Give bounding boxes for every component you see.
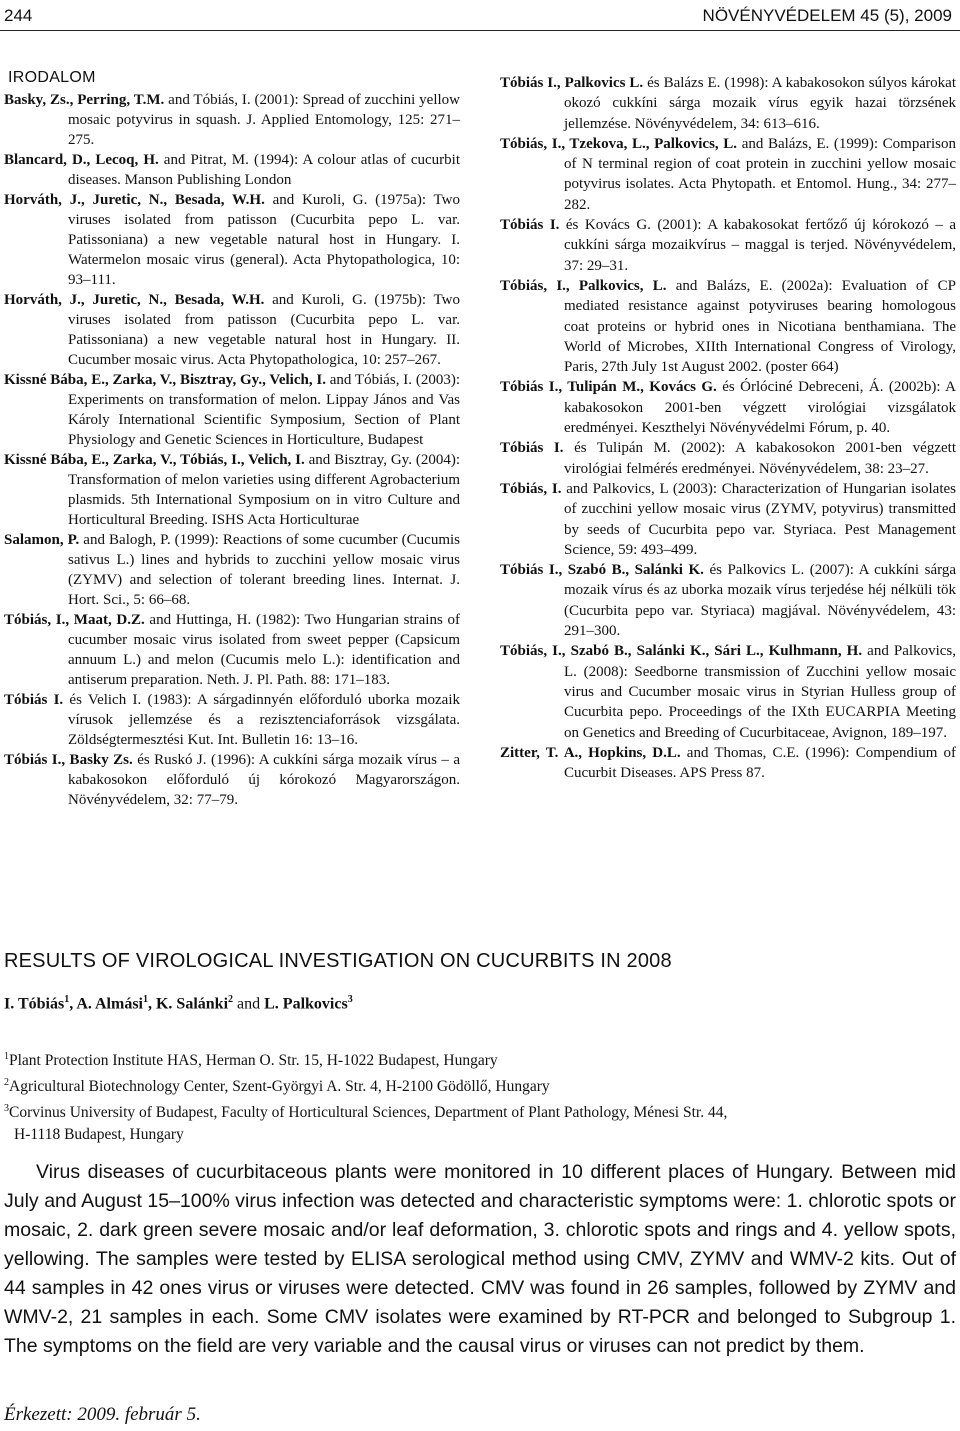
references-right-column	[500, 73, 956, 783]
header-rule	[0, 30, 960, 31]
affiliations	[4, 1046, 956, 1146]
reference-horvath-b	[4, 290, 460, 370]
reference-body: and Tóbiás, I. (2003): Experiments on transformation of melon. Lippay János and Vas Károly International Scientific Symposium, Section of Plant Physiology and Genetic Sciences in Horticulture, Budapest	[68, 372, 460, 448]
reference-body: and Balázs, E. (2002a): Evaluation of CP mediated resistance against potyviruses bearing homologous coat proteins or hybrid ones in Nicotiana benthamiana. The World of Microbes, XIIth International Congress of Virology, Paris, 27th July 1st August 2002. (poster 664)	[564, 277, 956, 376]
affiliation-line	[4, 1072, 956, 1098]
affiliation-number: 1	[4, 1051, 9, 1062]
reference-tobias-1982	[4, 610, 460, 690]
reference-body: and Kuroli, G. (1975b): Two viruses isolated from patisson (Cucurbita pepo L. var. Patissoniana) a new vegetable natural host in Hungary. II. Cucumber mosaic virus. Acta Phytopathologica, 10: 257–267.	[68, 292, 460, 368]
reference-authors: Tóbiás, I., Szabó B., Salánki K., Sári L., Kulhmann, H.	[500, 643, 863, 660]
reference-authors: Tóbiás I., Tulipán M., Kovács G.	[500, 379, 717, 396]
reference-tobias-1998	[500, 73, 956, 134]
references-left-column	[4, 68, 460, 810]
reference-kissne-b	[4, 450, 460, 530]
reference-authors: Kissné Bába, E., Zarka, V., Bisztray, Gy., Velich, I.	[4, 372, 326, 388]
reference-body: and Kuroli, G. (1975a): Two viruses isolated from patisson (Cucurbita pepo L. var. Patissoniana) a new vegetable natural host in Hungary. I. Watermelon mosaic virus (general). Acta Phytopathologica, 10: 93–111.	[68, 192, 460, 288]
reference-authors: Tóbiás I., Basky Zs.	[4, 752, 133, 768]
affiliation-text: H-1118 Budapest, Hungary	[14, 1126, 184, 1144]
reference-tobias-2002a	[500, 276, 956, 377]
reference-blancard	[4, 150, 460, 190]
abstract: Virus diseases of cucurbitaceous plants were monitored in 10 different places of Hungary. Between mid July and August 15–100% virus infection was detected and characteristic symptoms were: 1. chlorotic spots or mosaic, 2. dark green severe mosaic and/or leaf deformation, 3. chlorotic spots and rings and 4. yellow spots, yellowing. The samples were tested by ELISA serological method using CMV, ZYMV and WMV-2 kits. Out of 44 samples in 42 ones virus or viruses were detected. CMV was found in 26 samples, followed by ZYMV and WMV-2, 21 samples in each. Some CMV isolates were examined by RT-PCR and belonged to Subgroup 1. The symptoms on the field are very variable and the causal virus or viruses can not predict by them.	[4, 1161, 956, 1357]
reference-horvath-a	[4, 190, 460, 290]
reference-authors: Tóbiás I.	[500, 440, 564, 457]
reference-authors: Kissné Bába, E., Zarka, V., Tóbiás, I., Velich, I.	[4, 452, 305, 468]
reference-authors: Tóbiás, I.	[500, 480, 562, 497]
reference-authors: Tóbiás I.	[4, 692, 64, 708]
reference-authors: Tóbiás I., Szabó B., Salánki K.	[500, 562, 704, 579]
reference-salamon	[4, 530, 460, 610]
reference-authors: Horváth, J., Juretic, N., Besada, W.H.	[4, 192, 265, 208]
reference-body: és Órlóciné Debreceni, Á. (2002b): A kabakosokon 2001-ben végzett virológiai vizsgálatok eredményei. Keszthelyi Növényvédelmi Fórum, p. 40.	[564, 379, 956, 437]
reference-body: és Tulipán M. (2002): A kabakosokon 2001-ben végzett virológiai felmérés eredményei. Növényvédelem, 38: 23–27.	[563, 440, 956, 477]
reference-tobias-2002b	[500, 377, 956, 438]
reference-body: és Palkovics L. (2007): A cukkíni sárga mozaik vírus és az uborka mozaik vírus terjedése héj nélküli tök (Cucurbita pepo var. Styriaca) magjával. Növényvédelem, 43: 291–300.	[564, 562, 956, 640]
reference-tobias-2001	[500, 215, 956, 276]
affiliation-line	[4, 1124, 956, 1146]
reference-body: and Thomas, C.E. (1996): Compendium of Cucurbit Diseases. APS Press 87.	[564, 744, 957, 782]
affiliation-text: Corvinus University of Budapest, Faculty of Horticultural Sciences, Department of Plant Pathology, Ménesi Str. 44,	[9, 1104, 728, 1122]
page-number: 244	[4, 6, 33, 25]
reference-body: and Palkovics, L (2003): Characterization of Hungarian isolates of zucchini yellow mosaic virus (ZYMV, potyvirus) transmitted by seeds of Cucurbita pepo var. Styriaca. Pest Management Science, 59: 493–499.	[561, 480, 956, 558]
affiliation-line	[4, 1098, 956, 1124]
reference-tobias-1996	[4, 750, 460, 810]
received-date: Érkezett: 2009. február 5.	[4, 1404, 201, 1425]
reference-authors: Salamon, P.	[4, 532, 80, 548]
reference-list-right	[500, 73, 956, 783]
reference-authors: Tóbiás, I., Tzekova, L., Palkovics, L.	[500, 135, 738, 152]
author-and: and	[233, 995, 265, 1013]
running-header	[0, 2, 960, 30]
reference-tobias-2003	[500, 479, 956, 560]
author-name: A. Almási	[76, 995, 143, 1013]
reference-body: and Tóbiás, I. (2001): Spread of zucchini yellow mosaic potyvirus in squash. J. Applied Entomology, 125: 271–275.	[68, 92, 460, 148]
affiliation-text: Plant Protection Institute HAS, Herman O. Str. 15, H-1022 Budapest, Hungary	[9, 1052, 498, 1070]
reference-body: és Ruskó J. (1996): A cukkíni sárga mozaik vírus – a kabakosokon előforduló új kórokozó Magyarországon. Növényvédelem, 32: 77–79.	[68, 752, 461, 808]
affiliation-number: 3	[4, 1103, 9, 1115]
author-line: I. Tóbiás$^1$, A. Almási$^1$, K. Salánki$^2$ and L. Palkovics$^3$	[4, 994, 353, 1013]
reference-tobias-1983	[4, 690, 460, 750]
reference-authors: Horváth, J., Juretic, N., Besada, W.H.	[4, 292, 265, 308]
reference-basky	[4, 90, 460, 150]
affiliation-text: Agricultural Biotechnology Center, Szent-Györgyi A. Str. 4, H-2100 Gödöllő, Hungary	[9, 1078, 550, 1096]
reference-tobias-2008	[500, 641, 956, 742]
reference-body: és Kovács G. (2001): A kabakosokat fertőző új kórokozó – a cukkíni sárga mozaikvírus – maggal is terjed. Növényvédelem, 37: 29–31.	[559, 217, 956, 274]
journal-title: NÖVÉNYVÉDELEM 45 (5), 2009	[702, 6, 952, 25]
reference-authors: Zitter, T. A., Hopkins, D.L.	[500, 744, 681, 761]
reference-list-left	[4, 90, 460, 810]
reference-body: and Huttinga, H. (1982): Two Hungarian strains of cucumber mosaic virus isolated from sweet pepper (Capsicum annuum L.) and melon (Cucumis melo L.): identification and antiserum preparation. Neth. J. Pl. Path. 88: 171–183.	[68, 612, 460, 688]
author-name: K. Salánki	[155, 995, 229, 1013]
author-name: I. Tóbiás	[4, 995, 65, 1013]
affiliation-mark: 2	[228, 994, 234, 1005]
affiliation-mark: 1	[142, 994, 148, 1005]
reference-authors: Basky, Zs., Perring, T.M.	[4, 92, 165, 108]
reference-body: and Pitrat, M. (1994): A colour atlas of cucurbit diseases. Manson Publishing London	[68, 152, 460, 188]
affiliation-number: 2	[4, 1077, 9, 1089]
reference-authors: Tóbiás, I., Maat, D.Z.	[4, 612, 145, 628]
reference-zitter	[500, 743, 956, 784]
reference-authors: Tóbiás I., Palkovics L.	[500, 75, 644, 91]
reference-body: és Balázs E. (1998): A kabakosokon súlyos károkat okozó cukkíni sárga mozaik vírus egyik hazai törzsének jellemzése. Növényvédelem, 34: 613–616.	[564, 75, 957, 132]
reference-body: and Balázs, E. (1999): Comparison of N terminal region of coat protein in zucchini yellow mosaic potyvirus isolates. Acta Phytopath. et Entomol. Hung., 34: 277–282.	[564, 135, 956, 213]
affiliation-line	[4, 1046, 956, 1072]
reference-tobias-1999	[500, 134, 956, 215]
reference-tobias-2007	[500, 560, 956, 641]
affiliation-mark: 3	[347, 994, 353, 1005]
reference-kissne-a	[4, 370, 460, 450]
author-name: L. Palkovics	[264, 995, 348, 1013]
reference-authors: Blancard, D., Lecoq, H.	[4, 152, 159, 168]
reference-body: and Bisztray, Gy. (2004): Transformation of melon varieties using different Agrobacterium plasmids. 5th International Symposium on in vitro Culture and Horticultural Breeding. ISHS Acta Horticulturae	[68, 452, 460, 528]
references-heading: IRODALOM	[8, 69, 96, 86]
article-title: RESULTS OF VIROLOGICAL INVESTIGATION ON CUCURBITS IN 2008	[4, 950, 672, 972]
reference-body: and Palkovics, L. (2008): Seedborne transmission of Zucchini yellow mosaic virus and Cucumber mosaic virus in Styrian Hulless group of Cucurbita pepo. Proceedings of the IXth EUCARPIA Meeting on Genetics and Breeding of Cucurbitaceae, Avignon, 189–197.	[564, 643, 956, 741]
affiliation-mark: 1	[64, 994, 70, 1005]
reference-body: and Balogh, P. (1999): Reactions of some cucumber (Cucumis sativus L.) lines and hybrids to zucchini yellow mosaic virus (ZYMV) and selection of tolerant breeding lines. Internat. J. Hort. Sci., 5: 66–68.	[68, 532, 460, 608]
reference-authors: Tóbiás, I., Palkovics, L.	[500, 277, 667, 294]
reference-authors: Tóbiás I.	[500, 217, 560, 234]
reference-body: és Velich I. (1983): A sárgadinnyén előforduló uborka mozaik vírusok jellemzése és a rezisztenciaforrások vizsgálata. Zöldségtermesztési Kut. Int. Bulletin 16: 13–16.	[63, 692, 460, 748]
reference-tobias-2002c	[500, 438, 956, 479]
